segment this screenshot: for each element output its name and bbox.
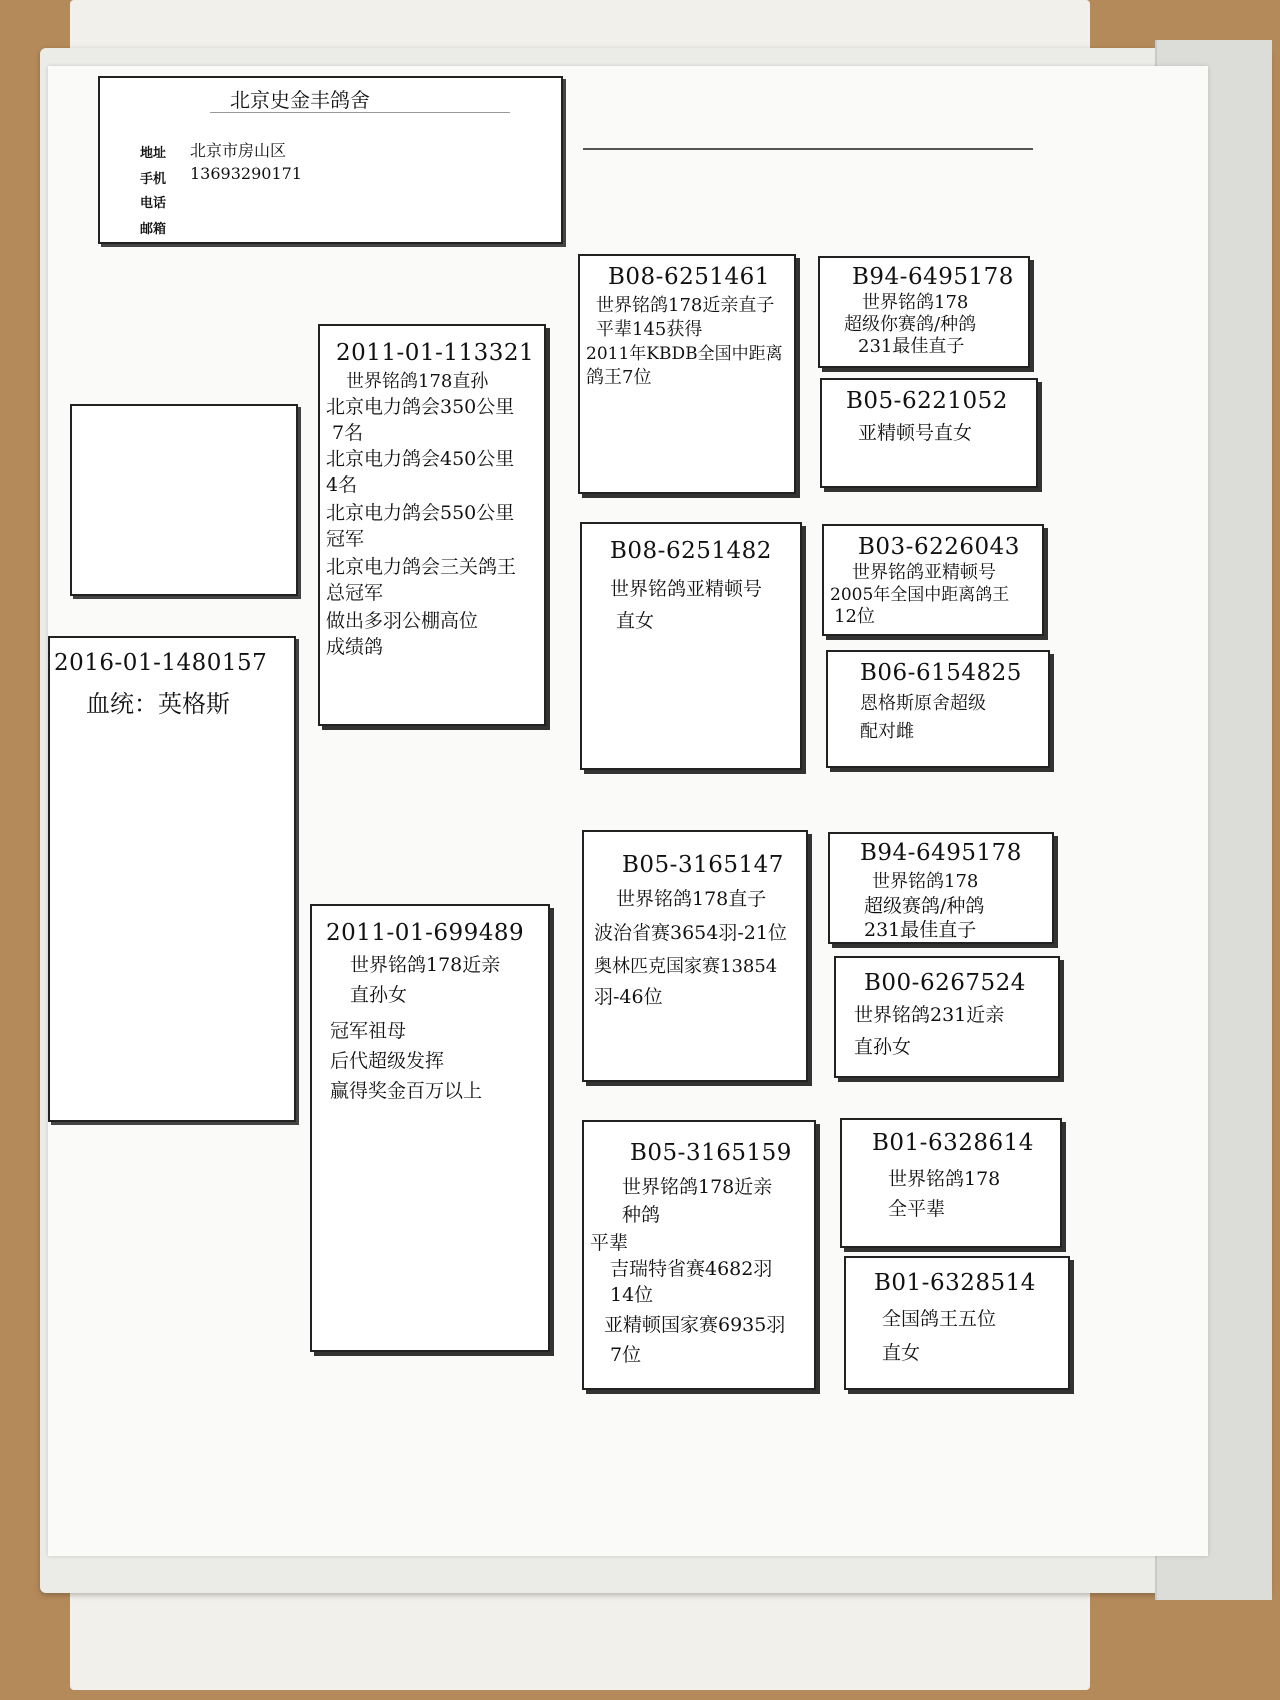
- great-grandparent-line: 231最佳直子: [864, 919, 977, 941]
- great-grandparent-card: [818, 256, 1030, 368]
- grandparent-line: 亚精顿国家赛6935羽: [604, 1314, 786, 1336]
- title-rule: [210, 112, 510, 113]
- great-grandparent-line: 恩格斯原舍超级: [860, 693, 986, 714]
- grandparent-notes: [590, 1174, 814, 1368]
- dam-ring: 2011-01-699489: [326, 920, 525, 946]
- grandparent-notes: [594, 886, 806, 1010]
- dam-line: 直孙女: [350, 984, 408, 1006]
- grandparent-line: 2011年KBDB全国中距离: [586, 344, 783, 364]
- sire-card: [318, 324, 546, 726]
- great-grandparent-line: 直女: [882, 1342, 921, 1364]
- great-grandparent-notes: [830, 562, 1009, 628]
- great-grandparent-ring: B06-6154825: [860, 660, 1022, 686]
- great-grandparent-ring: B05-6221052: [846, 388, 1008, 414]
- great-grandparent-notes: [854, 1002, 1004, 1060]
- great-grandparent-line: 超级你赛鸽/种鸽: [844, 314, 977, 335]
- great-grandparent-line: 世界铭鸽178: [862, 292, 969, 313]
- grandparent-ring: B08-6251461: [608, 264, 770, 290]
- dam-line: 冠军祖母: [330, 1020, 407, 1042]
- grandparent-ring: B05-3165147: [622, 852, 784, 878]
- grandparent-line: 羽-46位: [594, 986, 663, 1008]
- sire-line: 4名: [326, 474, 358, 496]
- grandparent-line: 鸽王7位: [586, 367, 652, 388]
- great-grandparent-line: 世界铭鸽亚精顿号: [852, 562, 996, 583]
- grandparent-card: [582, 1120, 816, 1390]
- phone-label: 电话: [140, 196, 167, 211]
- great-grandparent-card: [820, 378, 1038, 488]
- dam-line: 赢得奖金百万以上: [330, 1080, 483, 1102]
- grandparent-notes: [586, 294, 792, 390]
- grandparent-ring: B05-3165159: [630, 1140, 792, 1166]
- grandparent-line: 世界铭鸽178近亲直子: [596, 295, 775, 316]
- great-grandparent-line: 配对雌: [860, 721, 914, 742]
- great-grandparent-card: [834, 956, 1060, 1078]
- grandparent-line: 7位: [610, 1344, 642, 1366]
- grandparent-line: 奥林匹克国家赛13854: [594, 956, 778, 977]
- great-grandparent-ring: B03-6226043: [858, 534, 1020, 560]
- great-grandparent-notes: [882, 1306, 996, 1366]
- great-grandparent-ring: B00-6267524: [864, 970, 1026, 996]
- grandparent-line: 14位: [610, 1284, 654, 1306]
- grandparent-line: 世界铭鸽178直子: [616, 888, 767, 910]
- great-grandparent-line: 2005年全国中距离鸽王: [830, 585, 1010, 605]
- grandparent-notes: [610, 576, 762, 634]
- subject-card: [48, 636, 296, 1122]
- email-label: 邮箱: [140, 222, 167, 237]
- mobile-value: 13693290171: [190, 164, 302, 183]
- dam-notes: [330, 952, 544, 1104]
- great-grandparent-line: 亚精顿号直女: [858, 422, 973, 444]
- great-grandparent-ring: B94-6495178: [860, 840, 1022, 866]
- sire-line: 北京电力鸽会550公里: [326, 502, 515, 524]
- signature-line: [583, 148, 1033, 150]
- great-grandparent-card: [840, 1118, 1062, 1248]
- sire-line: 成绩鸽: [326, 636, 384, 658]
- address-value: 北京市房山区: [190, 141, 287, 160]
- mobile-label: 手机: [140, 172, 167, 187]
- great-grandparent-card: [844, 1256, 1070, 1390]
- great-grandparent-notes: [864, 870, 984, 942]
- great-grandparent-line: 世界铭鸽231近亲: [854, 1004, 1005, 1026]
- grandparent-card: [578, 254, 796, 494]
- grandparent-line: 吉瑞特省赛4682羽: [610, 1258, 773, 1280]
- great-grandparent-line: 世界铭鸽178: [872, 871, 979, 892]
- grandparent-line: 直女: [616, 610, 655, 632]
- great-grandparent-card: [828, 832, 1054, 944]
- great-grandparent-line: 全国鸽王五位: [882, 1308, 997, 1330]
- subject-bloodline: 血统：英格斯: [86, 690, 230, 718]
- grandparent-card: [582, 830, 808, 1082]
- sire-line: 总冠军: [326, 582, 384, 604]
- great-grandparent-line: 全平辈: [888, 1198, 946, 1220]
- great-grandparent-line: 世界铭鸽178: [888, 1168, 1001, 1190]
- sire-line: 世界铭鸽178直孙: [346, 371, 489, 392]
- sire-ring: 2011-01-113321: [336, 340, 535, 366]
- great-grandparent-line: 直孙女: [854, 1036, 912, 1058]
- grandparent-ring: B08-6251482: [610, 538, 772, 564]
- great-grandparent-card: [822, 524, 1044, 636]
- pedigree-page: [48, 66, 1208, 1556]
- grandparent-line: 平辈: [590, 1232, 629, 1254]
- dam-card: [310, 904, 550, 1352]
- great-grandparent-notes: [844, 292, 976, 358]
- loft-title: 北京史金丰鸽舍: [230, 88, 370, 112]
- great-grandparent-line: 231最佳直子: [858, 336, 965, 357]
- sire-line: 做出多羽公棚高位: [326, 610, 479, 632]
- sire-line: 冠军: [326, 528, 365, 550]
- great-grandparent-line: 超级赛鸽/种鸽: [864, 895, 985, 917]
- subject-ring: 2016-01-1480157: [54, 650, 268, 676]
- grandparent-line: 波治省赛3654羽-21位: [594, 922, 787, 944]
- dam-line: 后代超级发挥: [330, 1050, 445, 1072]
- great-grandparent-notes: [888, 1166, 1000, 1222]
- grandparent-line: 世界铭鸽亚精顿号: [610, 578, 763, 600]
- grandparent-card: [580, 522, 802, 770]
- dam-line: 世界铭鸽178近亲: [350, 954, 501, 976]
- great-grandparent-notes: [860, 692, 986, 744]
- great-grandparent-ring: B01-6328614: [872, 1130, 1034, 1156]
- grandparent-line: 世界铭鸽178近亲: [622, 1176, 773, 1198]
- sire-notes: [326, 370, 540, 660]
- loft-header: [98, 76, 563, 244]
- great-grandparent-ring: B94-6495178: [852, 264, 1014, 290]
- sire-line: 北京电力鸽会450公里: [326, 448, 515, 470]
- photo-box: [70, 404, 298, 596]
- grandparent-line: 平辈145获得: [596, 319, 703, 340]
- grandparent-line: 种鸽: [622, 1204, 661, 1226]
- sire-line: 北京电力鸽会350公里: [326, 396, 515, 418]
- sire-line: 北京电力鸽会三关鸽王: [326, 556, 517, 578]
- address-label: 地址: [140, 146, 167, 161]
- great-grandparent-line: 12位: [834, 606, 875, 627]
- sire-line: 7名: [332, 422, 364, 444]
- great-grandparent-ring: B01-6328514: [874, 1270, 1036, 1296]
- great-grandparent-card: [826, 650, 1050, 768]
